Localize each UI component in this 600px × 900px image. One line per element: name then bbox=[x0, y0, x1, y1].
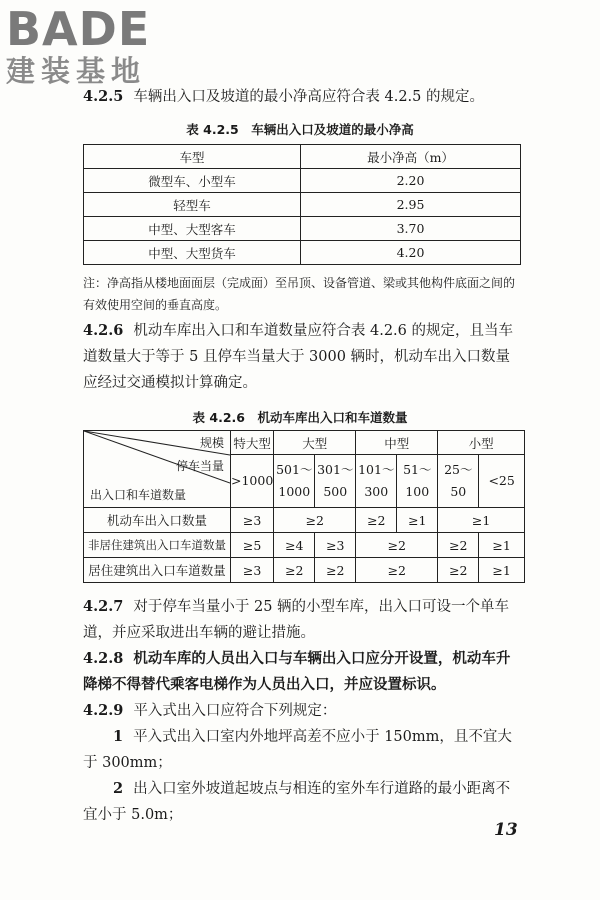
table-cell: ≥3 bbox=[315, 533, 356, 558]
clause-text: 平入式出入口应符合下列规定： bbox=[133, 703, 337, 719]
table-corner-cell bbox=[84, 431, 231, 508]
range-cell: 51～100 bbox=[397, 455, 438, 508]
clause-4-2-9 bbox=[83, 698, 523, 828]
page-number: 13 bbox=[494, 820, 518, 840]
list-item-text: 平入式出入口室内外地坪高差不应小于 150mm，且不宜大于 300mm； bbox=[83, 729, 512, 771]
list-item bbox=[83, 776, 523, 828]
table-cell: 4.20 bbox=[301, 241, 521, 265]
clause-number: 4.2.9 bbox=[83, 702, 124, 719]
table-cell: ≥4 bbox=[274, 533, 315, 558]
table-cell: ≥2 bbox=[356, 558, 438, 583]
table-4-2-5-caption: 表 4.2.5 车辆出入口及坡道的最小净高 bbox=[186, 122, 414, 137]
range-cell: 101～300 bbox=[356, 455, 397, 508]
table-row bbox=[84, 558, 525, 583]
table-cell: ≥2 bbox=[274, 508, 356, 533]
logo-brand-cn: 建装基地 bbox=[6, 54, 147, 88]
clause-4-2-7 bbox=[83, 594, 523, 646]
table-cell: 2.20 bbox=[301, 169, 521, 193]
corner-label-scale: 规模 bbox=[199, 436, 224, 450]
clause-text: 对于停车当量小于 25 辆的小型车库，出入口可设一个单车道，并应采取进出车辆的避让措施。 bbox=[83, 599, 510, 641]
list-item-number: 1 bbox=[113, 728, 124, 745]
table-cell: 2.95 bbox=[301, 193, 521, 217]
table-note: 注：净高指从楼地面面层（完成面）至吊顶、设备管道、梁或其他构件底面之间的有效使用空间的垂直高度。 bbox=[83, 276, 516, 312]
table-cell: ≥2 bbox=[438, 533, 479, 558]
table-row bbox=[84, 508, 525, 533]
table-cell: 轻型车 bbox=[84, 193, 301, 217]
table-cell: ≥1 bbox=[479, 533, 525, 558]
table-4-2-6-caption: 表 4.2.6 机动车库出入口和车道数量 bbox=[192, 410, 408, 425]
range-cell: <25 bbox=[479, 455, 525, 508]
table-cell: 中型、大型货车 bbox=[84, 241, 301, 265]
range-cell: 501～1000 bbox=[274, 455, 315, 508]
clause-number: 4.2.7 bbox=[83, 598, 124, 615]
table-row bbox=[84, 241, 521, 265]
table-row bbox=[84, 193, 521, 217]
table-header: 最小净高（m） bbox=[301, 145, 521, 169]
range-cell: 25～50 bbox=[438, 455, 479, 508]
table-cell: 中型、大型客车 bbox=[84, 217, 301, 241]
row-label: 居住建筑出入口车道数量 bbox=[84, 558, 231, 583]
clause-4-2-6 bbox=[83, 318, 523, 396]
table-cell: ≥1 bbox=[438, 508, 525, 533]
table-cell: ≥2 bbox=[356, 508, 397, 533]
table-cell: ≥1 bbox=[479, 558, 525, 583]
scale-header: 特大型 bbox=[231, 431, 274, 455]
table-cell: ≥3 bbox=[231, 508, 274, 533]
clause-number: 4.2.5 bbox=[83, 88, 124, 105]
row-label: 非居住建筑出入口车道数量 bbox=[84, 533, 231, 558]
table-cell: 微型车、小型车 bbox=[84, 169, 301, 193]
table-cell: ≥1 bbox=[397, 508, 438, 533]
list-item-number: 2 bbox=[113, 780, 124, 797]
clause-text: 车辆出入口及坡道的最小净高应符合表 4.2.5 的规定。 bbox=[133, 89, 484, 105]
table-cell: ≥2 bbox=[274, 558, 315, 583]
range-cell: 301～500 bbox=[315, 455, 356, 508]
scale-header: 小型 bbox=[438, 431, 525, 455]
corner-label-equivalent: 停车当量 bbox=[175, 459, 224, 473]
logo-brand-en: BADE bbox=[6, 2, 151, 56]
table-cell: ≥2 bbox=[438, 558, 479, 583]
table-row bbox=[84, 169, 521, 193]
clause-text: 机动车库的人员出入口与车辆出入口应分开设置，机动车升降梯不得替代乘客电梯作为人员出入口，并应设置标识。 bbox=[83, 650, 511, 693]
table-cell: 3.70 bbox=[301, 217, 521, 241]
table-cell: ≥5 bbox=[231, 533, 274, 558]
corner-label-quantity: 出入口和车道数量 bbox=[90, 488, 187, 502]
table-row bbox=[84, 217, 521, 241]
clause-text: 机动车库出入口和车道数量应符合表 4.2.6 的规定，且当车道数量大于等于 5 且停车当量大于 3000 辆时，机动车出入口数量应经过交通模拟计算确定。 bbox=[83, 323, 513, 391]
range-cell: >1000 bbox=[231, 455, 274, 508]
table-4-2-6 bbox=[83, 430, 525, 583]
table-cell: ≥3 bbox=[231, 558, 274, 583]
clause-number: 4.2.6 bbox=[83, 322, 124, 339]
clause-4-2-8 bbox=[83, 646, 523, 698]
brand-logo bbox=[6, 4, 181, 88]
table-cell: ≥2 bbox=[356, 533, 438, 558]
table-header: 车型 bbox=[84, 145, 301, 169]
scale-header: 大型 bbox=[274, 431, 356, 455]
clause-4-2-5 bbox=[83, 84, 523, 110]
list-item bbox=[83, 724, 523, 776]
row-label: 机动车出入口数量 bbox=[84, 508, 231, 533]
table-row bbox=[84, 533, 525, 558]
list-item-text: 出入口室外坡道起坡点与相连的室外车行道路的最小距离不宜小于 5.0m； bbox=[83, 781, 511, 823]
table-cell: ≥2 bbox=[315, 558, 356, 583]
table-4-2-5 bbox=[83, 144, 521, 265]
scale-header: 中型 bbox=[356, 431, 438, 455]
clause-number: 4.2.8 bbox=[83, 650, 124, 667]
